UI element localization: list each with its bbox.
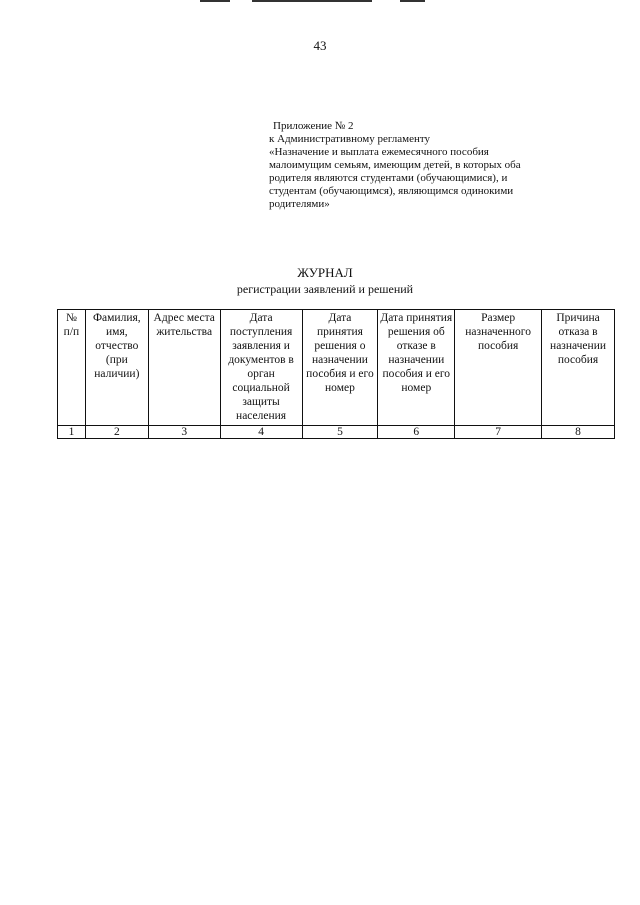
column-number: 2 <box>85 426 148 439</box>
appendix-line: малоимущим семьям, имеющим детей, в которых оба <box>269 159 521 171</box>
column-number: 7 <box>455 426 542 439</box>
column-number: 3 <box>148 426 220 439</box>
appendix-header <box>269 120 559 211</box>
column-header: Фамилия, имя, отчество (при наличии) <box>85 310 148 426</box>
appendix-line: к Административному регламенту <box>269 133 431 145</box>
appendix-line: родителя являются студентами (обучающимися), и <box>269 172 508 184</box>
column-header: Размер назначенного пособия <box>455 310 542 426</box>
column-header: Дата принятия решения о назначении пособия и его номер <box>302 310 378 426</box>
table-header-row <box>58 310 615 426</box>
column-number: 8 <box>542 426 615 439</box>
column-header: Дата принятия решения об отказе в назначении пособия и его номер <box>378 310 455 426</box>
appendix-line: «Назначение и выплата ежемесячного пособия <box>269 146 489 158</box>
column-header: № п/п <box>58 310 86 426</box>
column-number: 6 <box>378 426 455 439</box>
journal-subtitle: регистрации заявлений и решений <box>236 282 414 296</box>
column-number: 1 <box>58 426 86 439</box>
top-scan-mark <box>252 0 372 2</box>
appendix-line: родителями» <box>269 198 330 210</box>
journal-title: ЖУРНАЛ <box>297 265 353 280</box>
top-scan-mark <box>200 0 230 2</box>
column-header: Адрес места жительства <box>148 310 220 426</box>
column-header: Дата поступления заявления и документов в орган социальной защиты населения <box>220 310 302 426</box>
top-scan-mark <box>400 0 425 2</box>
table-row <box>58 426 615 439</box>
page-number: 43 <box>313 38 327 53</box>
journal-table <box>57 309 615 439</box>
appendix-line: студентам (обучающимся), являющимся одинокими <box>269 185 514 197</box>
column-header: Причина отказа в назначении пособия <box>542 310 615 426</box>
column-number: 5 <box>302 426 378 439</box>
appendix-title: Приложение № 2 <box>273 120 354 132</box>
column-number: 4 <box>220 426 302 439</box>
